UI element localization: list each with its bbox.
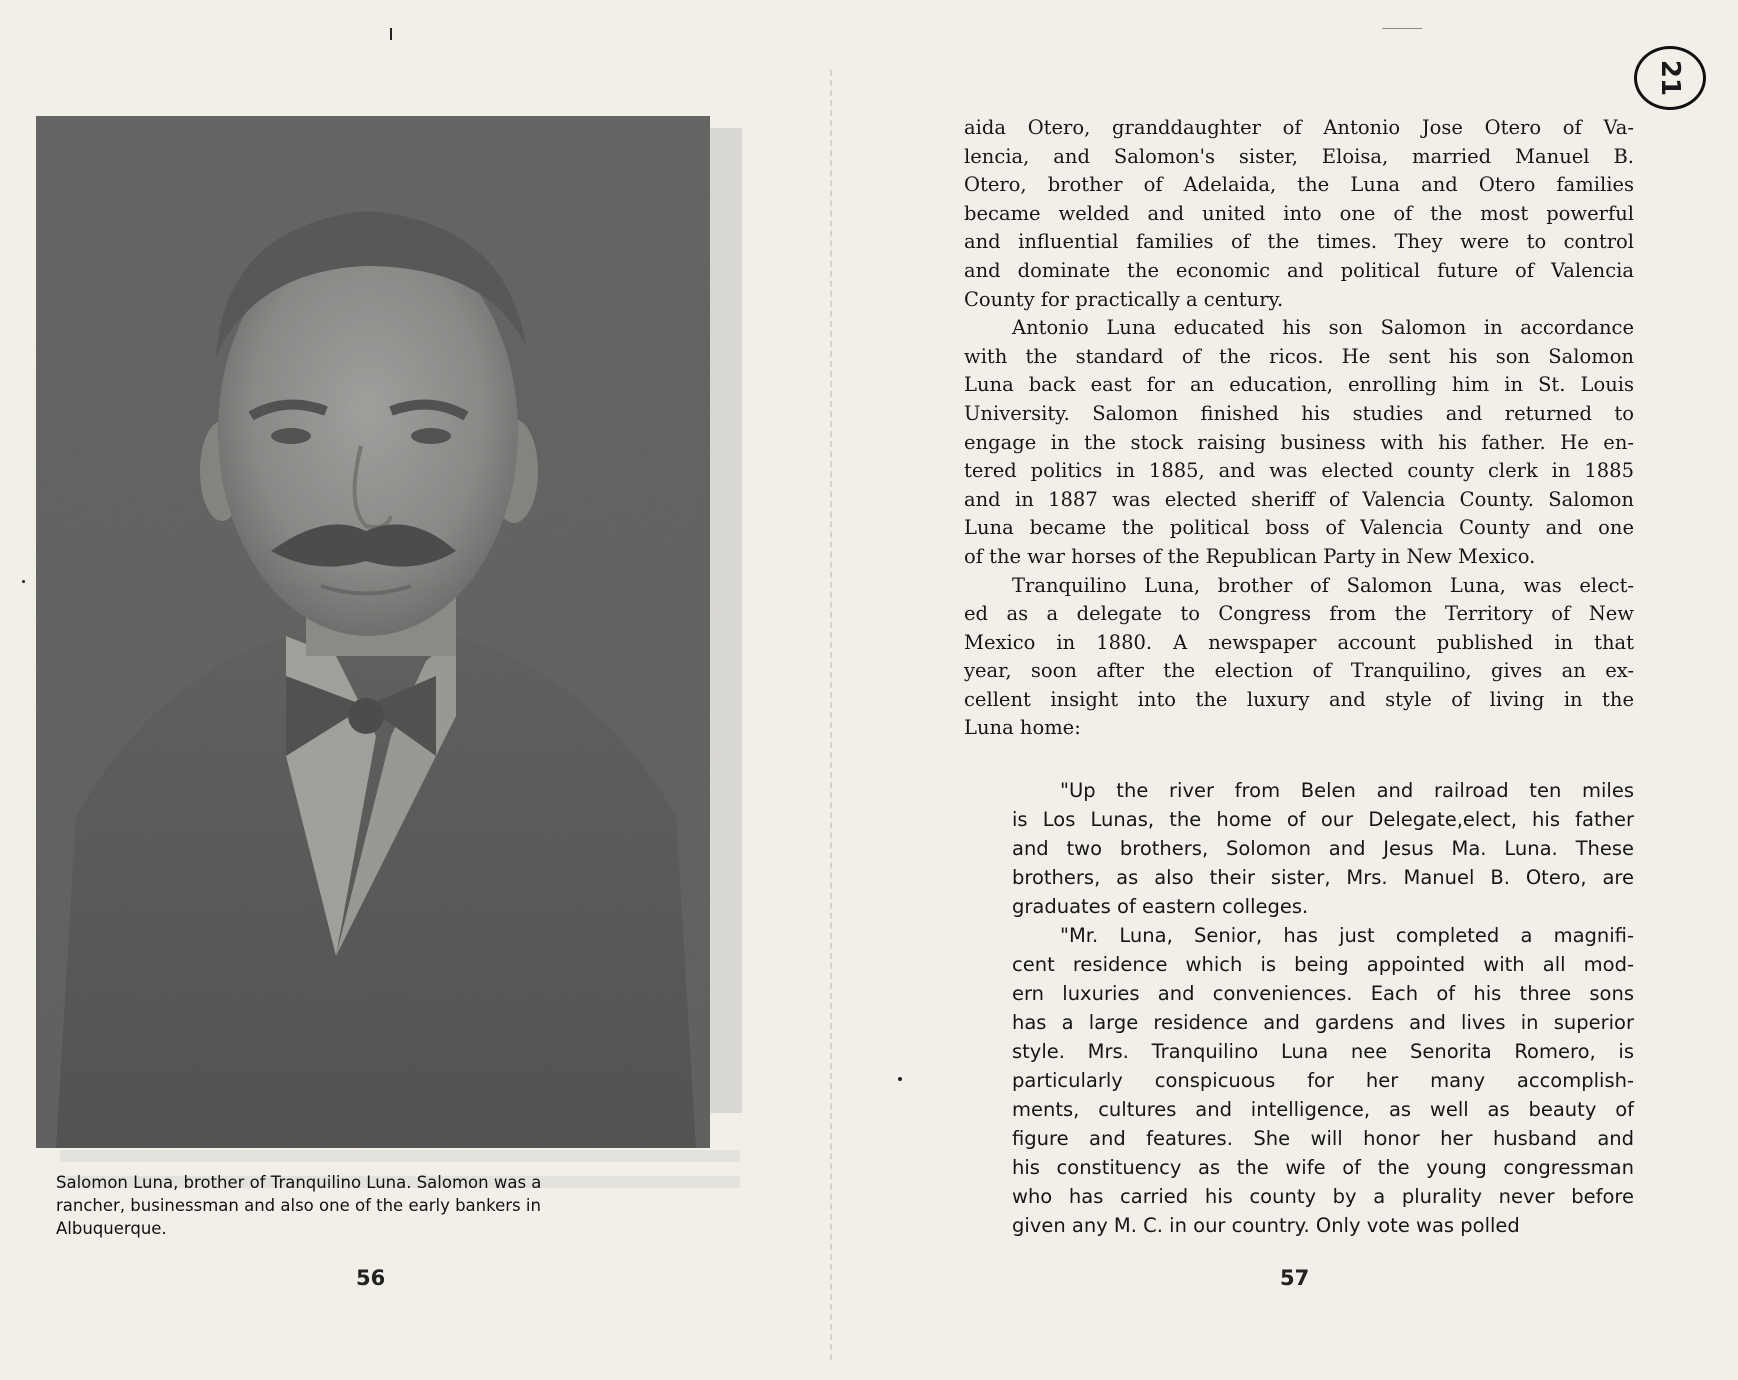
text-line: and influential families of the times. They were to control bbox=[964, 230, 1634, 254]
text-line: and dominate the economic and political future of Valencia bbox=[964, 258, 1634, 282]
text-line: lencia, and Salomon's sister, Eloisa, married Manuel B. bbox=[964, 144, 1634, 168]
text-line: Mexico in 1880. A newspaper account published in that bbox=[964, 630, 1634, 654]
text-line: became welded and united into one of the most powerful bbox=[964, 201, 1634, 225]
text-line: ed as a delegate to Congress from the Territory of New bbox=[964, 602, 1634, 626]
caption-line: rancher, businessman and also one of the early bankers in bbox=[56, 1196, 541, 1215]
text-line: Luna became the political boss of Valencia County and one bbox=[964, 516, 1634, 540]
portrait-photo bbox=[36, 116, 710, 1148]
text-line: tered politics in 1885, and was elected county clerk in 1885 bbox=[964, 459, 1634, 483]
text-line: engage in the stock raising business with his father. He en- bbox=[964, 430, 1634, 454]
quote-line: ments, cultures and intelligence, as well as beauty of bbox=[1012, 1098, 1634, 1121]
quote-line: who has carried his county by a plurality never before bbox=[1012, 1185, 1634, 1208]
text-line: and in 1887 was elected sheriff of Valencia County. Salomon bbox=[964, 487, 1634, 511]
body-text bbox=[964, 114, 1634, 743]
speck bbox=[22, 580, 25, 583]
newspaper-quote bbox=[1012, 776, 1634, 1240]
quote-line: graduates of eastern colleges. bbox=[1012, 895, 1309, 918]
quote-line: "Mr. Luna, Senior, has just completed a magnifi- bbox=[1060, 924, 1634, 947]
speck bbox=[390, 28, 392, 40]
quote-line: ern luxuries and conveniences. Each of his three sons bbox=[1012, 982, 1634, 1005]
caption-line: Salomon Luna, brother of Tranquilino Luna. Salomon was a bbox=[56, 1173, 542, 1192]
quote-line: and two brothers, Solomon and Jesus Ma. Luna. These bbox=[1012, 837, 1634, 860]
page-number-left: 56 bbox=[356, 1266, 386, 1290]
text-line: Antonio Luna educated his son Salomon in accordance bbox=[1012, 316, 1634, 340]
right-page bbox=[832, 0, 1738, 1380]
handwritten-page-mark: 21 bbox=[1634, 46, 1706, 110]
quote-line: given any M. C. in our country. Only vote was polled bbox=[1012, 1214, 1520, 1237]
text-line: Otero, brother of Adelaida, the Luna and Otero families bbox=[964, 173, 1634, 197]
text-line: with the standard of the ricos. He sent his son Salomon bbox=[964, 344, 1634, 368]
caption-line: Albuquerque. bbox=[56, 1219, 167, 1238]
quote-line: "Up the river from Belen and railroad ten miles bbox=[1060, 779, 1634, 802]
quote-line: is Los Lunas, the home of our Delegate,elect, his father bbox=[1012, 808, 1634, 831]
text-line: year, soon after the election of Tranquilino, gives an ex- bbox=[964, 659, 1634, 683]
quote-line: particularly conspicuous for her many accomplish- bbox=[1012, 1069, 1634, 1092]
text-line: Luna home: bbox=[964, 716, 1081, 740]
quote-line: style. Mrs. Tranquilino Luna nee Senorita Romero, is bbox=[1012, 1040, 1634, 1063]
text-line: of the war horses of the Republican Party in New Mexico. bbox=[964, 544, 1536, 568]
text-line: Tranquilino Luna, brother of Salomon Luna, was elect- bbox=[1012, 573, 1634, 597]
text-line: County for practically a century. bbox=[964, 287, 1284, 311]
quote-line: has a large residence and gardens and lives in superior bbox=[1012, 1011, 1634, 1034]
quote-line: cent residence which is being appointed with all mod- bbox=[1012, 953, 1634, 976]
left-page bbox=[0, 0, 830, 1380]
text-line: cellent insight into the luxury and style of living in the bbox=[964, 687, 1634, 711]
quote-line: figure and features. She will honor her husband and bbox=[1012, 1127, 1634, 1150]
quote-line: his constituency as the wife of the young congressman bbox=[1012, 1156, 1634, 1179]
text-line: University. Salomon finished his studies and returned to bbox=[964, 401, 1634, 425]
text-line: aida Otero, granddaughter of Antonio Jose Otero of Va- bbox=[964, 116, 1634, 139]
quote-line: brothers, as also their sister, Mrs. Manuel B. Otero, are bbox=[1012, 866, 1634, 889]
portrait-photo-icon bbox=[36, 116, 710, 1148]
speck bbox=[1382, 28, 1422, 29]
page-number-right: 57 bbox=[1280, 1266, 1310, 1290]
speck bbox=[898, 1077, 902, 1081]
photo-caption bbox=[56, 1171, 696, 1240]
text-line: Luna back east for an education, enrolling him in St. Louis bbox=[964, 373, 1634, 397]
bleed-through-line bbox=[60, 1150, 740, 1162]
